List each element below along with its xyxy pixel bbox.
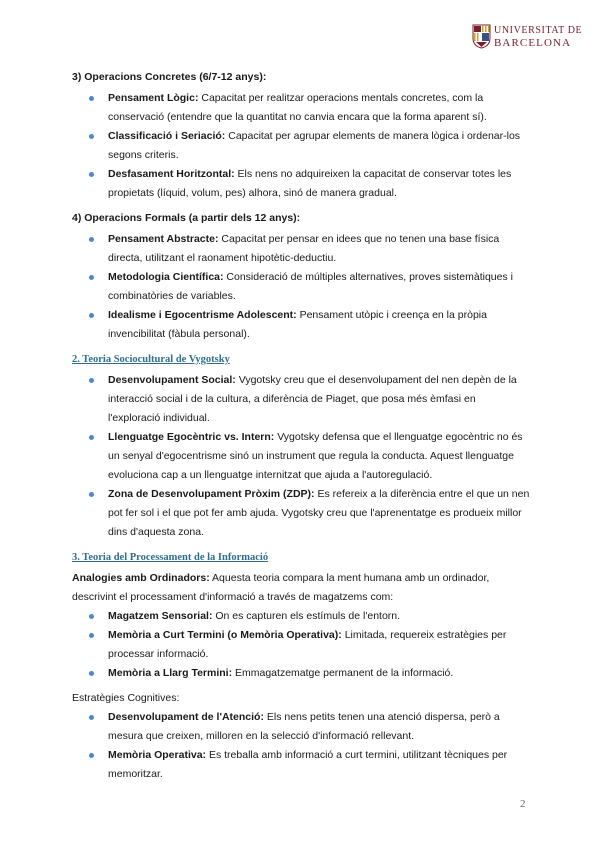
list-item xyxy=(72,268,530,306)
bullet-icon xyxy=(89,275,94,280)
intro-term: Analogies amb Ordinadors: xyxy=(72,572,210,584)
item-text: Es refereix a la diferència entre el que un nen pot fer sol i el que pot fer amb ajuda. Vygotsky creu que l'aprenentatge es produeix millor dins d'aquesta zona. xyxy=(108,488,530,538)
section-title-processament: 3. Teoria del Processament de la Informació xyxy=(72,552,269,563)
intro-text: Aquesta teoria compara la ment humana amb un ordinador, descrivint el processament d'informació a través de magatzems com: xyxy=(72,572,490,603)
list-item xyxy=(72,230,530,268)
strategies-label: Estratègies Cognitives: xyxy=(72,692,180,704)
item-term: Magatzem Sensorial: xyxy=(108,610,213,622)
item-text: Pensament utòpic i creença en la pròpia invencibilitat (fàbula personal). xyxy=(108,309,487,340)
item-text: Capacitat per realitzar operacions mentals concretes, com la conservació (entendre que la quantitat no canvia encara que la forma aparent sí). xyxy=(108,92,487,123)
bullet-icon xyxy=(89,492,94,497)
bullet-icon xyxy=(89,172,94,177)
bullet-icon xyxy=(89,134,94,139)
section-title-vygotsky: 2. Teoria Sociocultural de Vygotsky xyxy=(72,354,230,365)
item-text: Capacitat per agrupar elements de manera lògica i ordenar-los segons criteris. xyxy=(108,130,521,161)
bullet-icon xyxy=(89,237,94,242)
bullet-icon xyxy=(89,715,94,720)
item-term: Memòria Operativa: xyxy=(108,749,207,761)
intro-paragraph xyxy=(72,569,530,607)
item-text: Vygotsky defensa que el llenguatge egocèntric no és un senyal d'egocentrisme sinó un instrument que regula la conducta. Aquest llenguatge evoluciona cap a un llenguatge internitzat que ajuda a l'autoregulació. xyxy=(108,431,523,481)
coat-of-arms-icon xyxy=(472,24,491,49)
bullet-icon xyxy=(89,753,94,758)
bullet-icon xyxy=(89,614,94,619)
page-number: 2 xyxy=(520,798,526,810)
document-body xyxy=(72,68,530,790)
bullet-list xyxy=(72,371,530,542)
university-logo xyxy=(472,24,583,54)
item-term: Llenguatge Egocèntric vs. Intern: xyxy=(108,431,275,443)
list-item xyxy=(72,485,530,542)
item-text: Limitada, requereix estratègies per processar informació. xyxy=(108,629,507,660)
bullet-icon xyxy=(89,313,94,318)
item-term: Metodologia Científica: xyxy=(108,271,224,283)
item-term: Desenvolupament Social: xyxy=(108,374,236,386)
bullet-icon xyxy=(89,378,94,383)
bullet-icon xyxy=(89,96,94,101)
bullet-list xyxy=(72,230,530,344)
item-term: Memòria a Curt Termini (o Memòria Operativa): xyxy=(108,629,342,641)
list-item xyxy=(72,165,530,203)
bullet-list xyxy=(72,708,530,784)
list-item xyxy=(72,607,530,626)
item-text: Vygotsky creu que el desenvolupament del nen depèn de la interacció social i de la cultura, a diferència de Piaget, que posa més èmfasi en l'exploració individual. xyxy=(108,374,517,424)
section-heading: 4) Operacions Formals (a partir dels 12 anys): xyxy=(72,212,301,224)
item-term: Desfasament Horitzontal: xyxy=(108,168,235,180)
list-item xyxy=(72,428,530,485)
item-text: Es treballa amb informació a curt termini, utilitzant tècniques per memoritzar. xyxy=(108,749,508,780)
bullet-icon xyxy=(89,633,94,638)
list-item xyxy=(72,708,530,746)
item-term: Classificació i Seriació: xyxy=(108,130,226,142)
section-heading: 3) Operacions Concretes (6/7-12 anys): xyxy=(72,71,267,83)
item-text: Consideració de múltiples alternatives, proves sistemàtiques i combinatòries de variables. xyxy=(108,271,513,302)
item-term: Idealisme i Egocentrisme Adolescent: xyxy=(108,309,297,321)
item-term: Desenvolupament de l'Atenció: xyxy=(108,711,264,723)
list-item xyxy=(72,371,530,428)
list-item xyxy=(72,664,530,683)
list-item xyxy=(72,746,530,784)
bullet-icon xyxy=(89,435,94,440)
list-item xyxy=(72,306,530,344)
list-item xyxy=(72,127,530,165)
logo-line-2: BARCELONA xyxy=(494,37,572,49)
item-text: Els nens no adquireixen la capacitat de conservar totes les propietats (líquid, volum, pes) alhora, sinó de manera gradual. xyxy=(108,168,512,199)
list-item xyxy=(72,89,530,127)
item-text: Capacitat per pensar en idees que no tenen una base física directa, utilitzant el raonament hipotètic-deductiu. xyxy=(108,233,500,264)
item-text: Els nens petits tenen una atenció dispersa, però a mesura que creixen, milloren en la selecció d'informació rellevant. xyxy=(108,711,500,742)
item-term: Pensament Abstracte: xyxy=(108,233,219,245)
item-term: Memòria a Llarg Termini: xyxy=(108,667,233,679)
item-term: Zona de Desenvolupament Pròxim (ZDP): xyxy=(108,488,315,500)
logo-line-1: UNIVERSITAT DE xyxy=(494,25,583,36)
item-text: On es capturen els estímuls de l'entorn. xyxy=(212,610,401,622)
list-item xyxy=(72,626,530,664)
bullet-list xyxy=(72,89,530,203)
item-text: Emmagatzematge permanent de la informació. xyxy=(232,667,454,679)
item-term: Pensament Lògic: xyxy=(108,92,199,104)
bullet-icon xyxy=(89,671,94,676)
bullet-list xyxy=(72,607,530,683)
